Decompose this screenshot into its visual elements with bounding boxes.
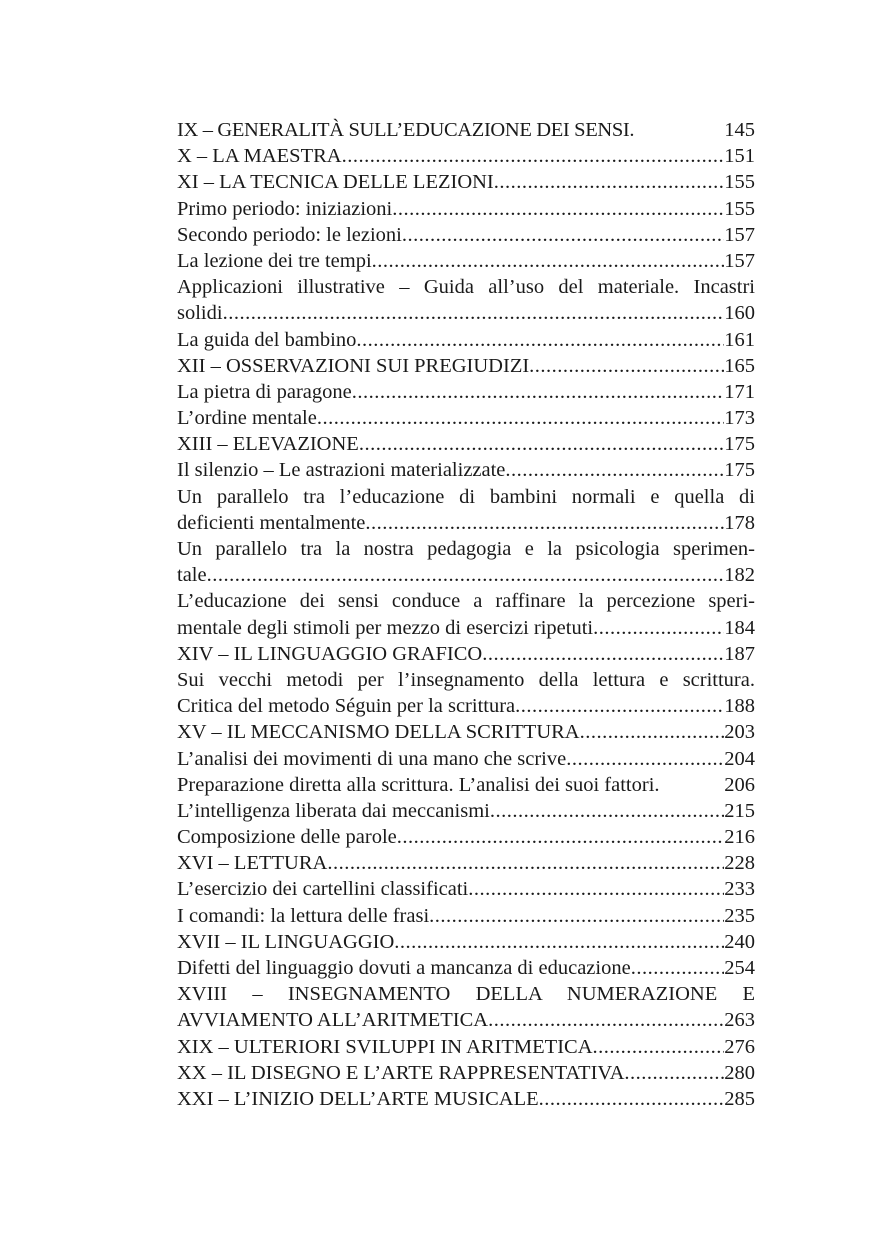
toc-entry-last-line: [177, 327, 755, 353]
toc-entry: [177, 353, 755, 379]
toc-entry: [177, 641, 755, 667]
toc-dot-leader: [488, 1007, 724, 1033]
toc-entry-text-line: Un parallelo tra la nostra pedagogia e la psicologia sperimen-: [177, 538, 755, 560]
toc-entry: [177, 117, 755, 143]
toc-dot-leader: [402, 222, 724, 248]
toc-entry-text-line: Sui vecchi metodi per l’insegnamento della lettura e scrittura.: [177, 668, 755, 691]
toc-page-number: 165: [724, 354, 755, 377]
toc-page-number: 254: [724, 957, 755, 979]
toc-entry-last-line: [177, 117, 755, 143]
toc-entry: [177, 1060, 755, 1086]
toc-entry: [177, 327, 755, 353]
toc-entry-title: XIII – ELEVAZIONE: [177, 433, 359, 456]
toc-dot-leader: [468, 876, 724, 902]
toc-page-number: 215: [724, 799, 755, 822]
toc-entry-last-line: [177, 248, 755, 274]
toc-entry-title: X – LA MAESTRA: [177, 145, 342, 168]
toc-entry-title: L’esercizio dei cartellini classificati: [177, 878, 469, 901]
toc-dot-leader: [580, 719, 725, 745]
toc-dot-leader: [429, 903, 724, 929]
toc-entry-last-line: [177, 510, 755, 536]
toc-entry: [177, 824, 755, 850]
toc-entry: [177, 746, 755, 772]
toc-entry-title: XVI – LETTURA: [177, 852, 328, 875]
toc-entry-last-line: [177, 719, 755, 745]
toc-dot-leader: [342, 143, 725, 169]
toc-entry: [177, 405, 755, 431]
toc-dot-leader: [207, 562, 725, 588]
toc-entry: [177, 588, 755, 640]
toc-page-number: 280: [724, 1061, 755, 1084]
toc-entry: [177, 379, 755, 405]
toc-entry-title: XII – OSSERVAZIONI SUI PREGIUDIZI: [177, 354, 530, 377]
toc-entry-title: L’analisi dei movimenti di una mano che scrive: [177, 747, 567, 770]
toc-entry: [177, 431, 755, 457]
toc-page-number: 285: [724, 1087, 755, 1110]
toc-entry-title: IX – GENERALITÀ SULL’EDUCAZIONE DEI SENSI.: [177, 119, 635, 141]
toc-entry-title: Preparazione diretta alla scrittura. L’analisi dei suoi fattori.: [177, 773, 660, 796]
toc-entry-last-line: [177, 1086, 755, 1112]
toc-dot-leader: [631, 955, 725, 981]
toc-page-number: 228: [724, 852, 755, 875]
toc-entry: [177, 196, 755, 222]
toc-page-number: 171: [724, 380, 755, 403]
toc-dot-leader: [494, 169, 725, 195]
toc-entry: [177, 955, 755, 981]
toc-entry: [177, 248, 755, 274]
toc-entry-last-line: [177, 850, 755, 876]
toc-page-number: 173: [724, 407, 755, 430]
toc-entry-title: Composizione delle parole: [177, 826, 397, 849]
toc-dot-leader: [539, 1086, 725, 1112]
toc-entry: [177, 457, 755, 483]
toc-page-number: 203: [724, 721, 755, 744]
toc-page-number: 216: [724, 826, 755, 849]
toc-dot-leader: [317, 405, 724, 431]
toc-entry-last-line: [177, 615, 755, 641]
toc-dot-leader: [327, 850, 724, 876]
toc-dot-leader: [505, 457, 724, 483]
toc-entry-title: XX – IL DISEGNO E L’ARTE RAPPRESENTATIVA: [177, 1061, 625, 1084]
toc-entry: [177, 772, 755, 798]
toc-entry-title: tale: [177, 564, 207, 587]
toc-dot-leader: [397, 824, 725, 850]
toc-entry-last-line: [177, 169, 755, 195]
toc-entry: [177, 798, 755, 824]
toc-entry-text-line: Un parallelo tra l’educazione di bambini normali e quella di: [177, 485, 755, 508]
toc-entry-title: deficienti mentalmente: [177, 511, 366, 534]
toc-page-number: 155: [724, 171, 755, 194]
toc-page-number: 188: [724, 695, 755, 718]
toc-dot-leader: [372, 248, 725, 274]
toc-entry-last-line: [177, 379, 755, 405]
toc-entry: [177, 143, 755, 169]
toc-entry-title: mentale degli stimoli per mezzo di esercizi ripetuti: [177, 616, 594, 639]
toc-page-number: 276: [724, 1035, 755, 1058]
toc-entry-title: Il silenzio – Le astrazioni materializzate: [177, 459, 506, 482]
toc-entry-title: Primo periodo: iniziazioni: [177, 197, 393, 220]
toc-dot-leader: [490, 798, 724, 824]
toc-dot-leader: [593, 1034, 725, 1060]
toc-entry: [177, 222, 755, 248]
toc-page-number: 240: [724, 930, 755, 953]
toc-page-number: 235: [724, 904, 755, 927]
toc-entry-last-line: [177, 955, 755, 981]
toc-dot-leader: [566, 746, 724, 772]
toc-dot-leader: [223, 300, 725, 326]
toc-page-number: 157: [724, 223, 755, 246]
toc-entry-title: XIV – IL LINGUAGGIO GRAFICO: [177, 642, 483, 665]
toc-entry-last-line: [177, 300, 755, 326]
toc-page-number: 206: [724, 773, 755, 796]
toc-page-number: 263: [724, 1009, 755, 1032]
toc-entry-title: XIX – ULTERIORI SVILUPPI IN ARITMETICA: [177, 1035, 593, 1058]
toc-page-number: 157: [724, 249, 755, 272]
toc-entry-last-line: [177, 1007, 755, 1033]
toc-entry-last-line: [177, 431, 755, 457]
toc-entry: [177, 903, 755, 929]
toc-entry: [177, 484, 755, 536]
toc-dot-leader: [365, 510, 724, 536]
toc-dot-leader: [624, 1060, 724, 1086]
toc-entry-title: AVVIAMENTO ALL’ARITMETICA: [177, 1009, 489, 1032]
toc-entry-text-line: Applicazioni illustrative – Guida all’uso del materiale. Incastri: [177, 276, 755, 299]
toc-entry-last-line: [177, 746, 755, 772]
toc-entry: [177, 169, 755, 195]
toc-entry-title: Secondo periodo: le lezioni: [177, 223, 402, 246]
toc-entry-last-line: [177, 1060, 755, 1086]
toc-page-number: 161: [724, 328, 755, 351]
toc-dot-leader: [392, 196, 724, 222]
toc-page-number: 175: [724, 459, 755, 482]
toc-page-number: 175: [724, 433, 755, 456]
toc-entry: [177, 1034, 755, 1060]
toc-entry-title: XV – IL MECCANISMO DELLA SCRITTURA: [177, 721, 580, 744]
toc-page-number: 204: [724, 747, 755, 770]
toc-entry-title: La lezione dei tre tempi: [177, 249, 372, 272]
toc-entry-last-line: [177, 457, 755, 483]
toc-entry: [177, 1086, 755, 1112]
toc-entry-last-line: [177, 772, 755, 798]
toc-page-number: 184: [724, 616, 755, 639]
toc-entry: [177, 536, 755, 588]
toc-entry-title: XXI – L’INIZIO DELL’ARTE MUSICALE: [177, 1087, 539, 1110]
toc-dot-leader: [593, 615, 724, 641]
toc-entry-last-line: [177, 405, 755, 431]
toc-entry: [177, 850, 755, 876]
toc-entry: [177, 667, 755, 719]
toc-entry: [177, 981, 755, 1033]
toc-dot-leader: [352, 379, 725, 405]
toc-dot-leader: [394, 929, 724, 955]
toc-entry-title: Critica del metodo Séguin per la scrittura: [177, 695, 516, 718]
toc-dot-leader: [356, 327, 724, 353]
toc-entry-last-line: [177, 824, 755, 850]
toc-entry-last-line: [177, 641, 755, 667]
toc-page-number: 187: [724, 642, 755, 665]
toc-entry-last-line: [177, 876, 755, 902]
toc-dot-leader: [482, 641, 724, 667]
toc-entry-title: L’ordine mentale: [177, 407, 317, 430]
toc-entry: [177, 719, 755, 745]
toc-entry-last-line: [177, 903, 755, 929]
toc-entry-last-line: [177, 562, 755, 588]
toc-page-number: 178: [724, 511, 755, 534]
toc-page-number: 182: [724, 564, 755, 587]
toc-entry-title: L’intelligenza liberata dai meccanismi: [177, 799, 490, 822]
toc-entry-title: I comandi: la lettura delle frasi: [177, 904, 430, 927]
toc-page-number: 155: [724, 197, 755, 220]
toc-entry-last-line: [177, 929, 755, 955]
toc-entry-last-line: [177, 798, 755, 824]
toc-entry-text-line: XVIII – INSEGNAMENTO DELLA NUMERAZIONE E: [177, 983, 755, 1006]
toc-dot-leader: [529, 353, 724, 379]
toc-entry-last-line: [177, 693, 755, 719]
toc-dot-leader: [515, 693, 724, 719]
toc-entry-title: La pietra di paragone: [177, 380, 352, 403]
toc-page-number: 145: [724, 119, 755, 141]
toc-entry-text-line: L’educazione dei sensi conduce a raffinare la percezione speri-: [177, 590, 755, 613]
toc-page-number: 160: [724, 302, 755, 325]
toc-page-number: 233: [724, 878, 755, 901]
toc-dot-leader: [359, 431, 724, 457]
toc-entry: [177, 929, 755, 955]
toc-entry: [177, 876, 755, 902]
toc-entry-title: Difetti del linguaggio dovuti a mancanza di educazione: [177, 957, 631, 979]
toc-entry-last-line: [177, 1034, 755, 1060]
table-of-contents: [177, 117, 755, 1112]
toc-entry-title: XVII – IL LINGUAGGIO: [177, 930, 395, 953]
toc-entry-last-line: [177, 222, 755, 248]
toc-entry-title: La guida del bambino: [177, 328, 357, 351]
toc-entry-last-line: [177, 196, 755, 222]
toc-entry-last-line: [177, 353, 755, 379]
toc-entry-last-line: [177, 143, 755, 169]
toc-entry-title: XI – LA TECNICA DELLE LEZIONI: [177, 171, 494, 194]
toc-entry: [177, 274, 755, 326]
toc-entry-title: solidi: [177, 302, 223, 325]
toc-page-number: 151: [724, 145, 755, 168]
